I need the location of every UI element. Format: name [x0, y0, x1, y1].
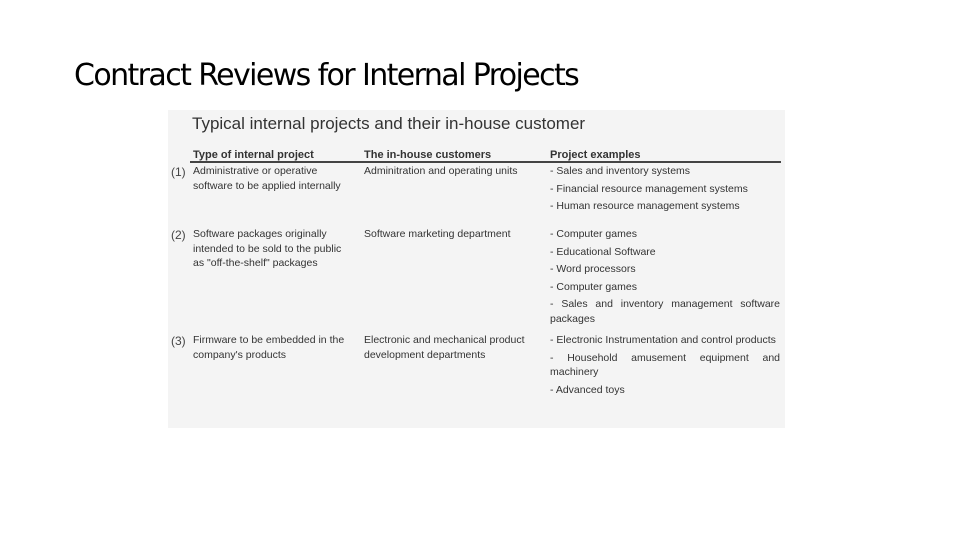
example-item: - Financial resource management systems [550, 182, 748, 195]
example-item: - Human resource management systems [550, 200, 740, 212]
column-header-customers: The in-house customers [364, 149, 492, 161]
example-item: - Computer games [550, 228, 637, 240]
example-item: - Word processors [550, 263, 636, 275]
row-type-cell: Software packages originally intended to be sold to the public as "off-the-shelf" packages [193, 228, 342, 269]
example-item: - Computer games [550, 280, 637, 293]
row-examples-cell [550, 333, 780, 397]
column-header-examples: Project examples [550, 149, 641, 161]
row-examples-cell [550, 227, 780, 326]
example-item: - Sales and inventory management software packages [550, 298, 780, 325]
row-number: (1) [171, 165, 186, 179]
example-item: - Advanced toys [550, 383, 625, 396]
example-item: - Sales and inventory systems [550, 165, 691, 177]
example-item: - Household amusement equipment and machinery [550, 351, 780, 378]
row-number: (3) [171, 334, 186, 348]
row-number: (2) [171, 228, 186, 242]
figure-title: Typical internal projects and their in-house customer [192, 114, 586, 133]
row-type-cell: Firmware to be embedded in the company's products [193, 334, 345, 361]
row-type-cell: Administrative or operative software to be applied internally [193, 165, 341, 192]
row-customer-cell: Software marketing department [364, 228, 511, 240]
row-examples-cell [550, 164, 780, 214]
row-customer-cell: Adminitration and operating units [364, 165, 518, 177]
slide-title: Contract Reviews for Internal Projects [74, 58, 579, 93]
header-rule [190, 161, 781, 163]
column-header-type: Type of internal project [193, 149, 314, 161]
row-customer-cell: Electronic and mechanical product development departments [364, 334, 525, 361]
example-item: - Electronic Instrumentation and control products [550, 334, 776, 346]
table-figure [168, 110, 785, 428]
example-item: - Educational Software [550, 245, 656, 258]
